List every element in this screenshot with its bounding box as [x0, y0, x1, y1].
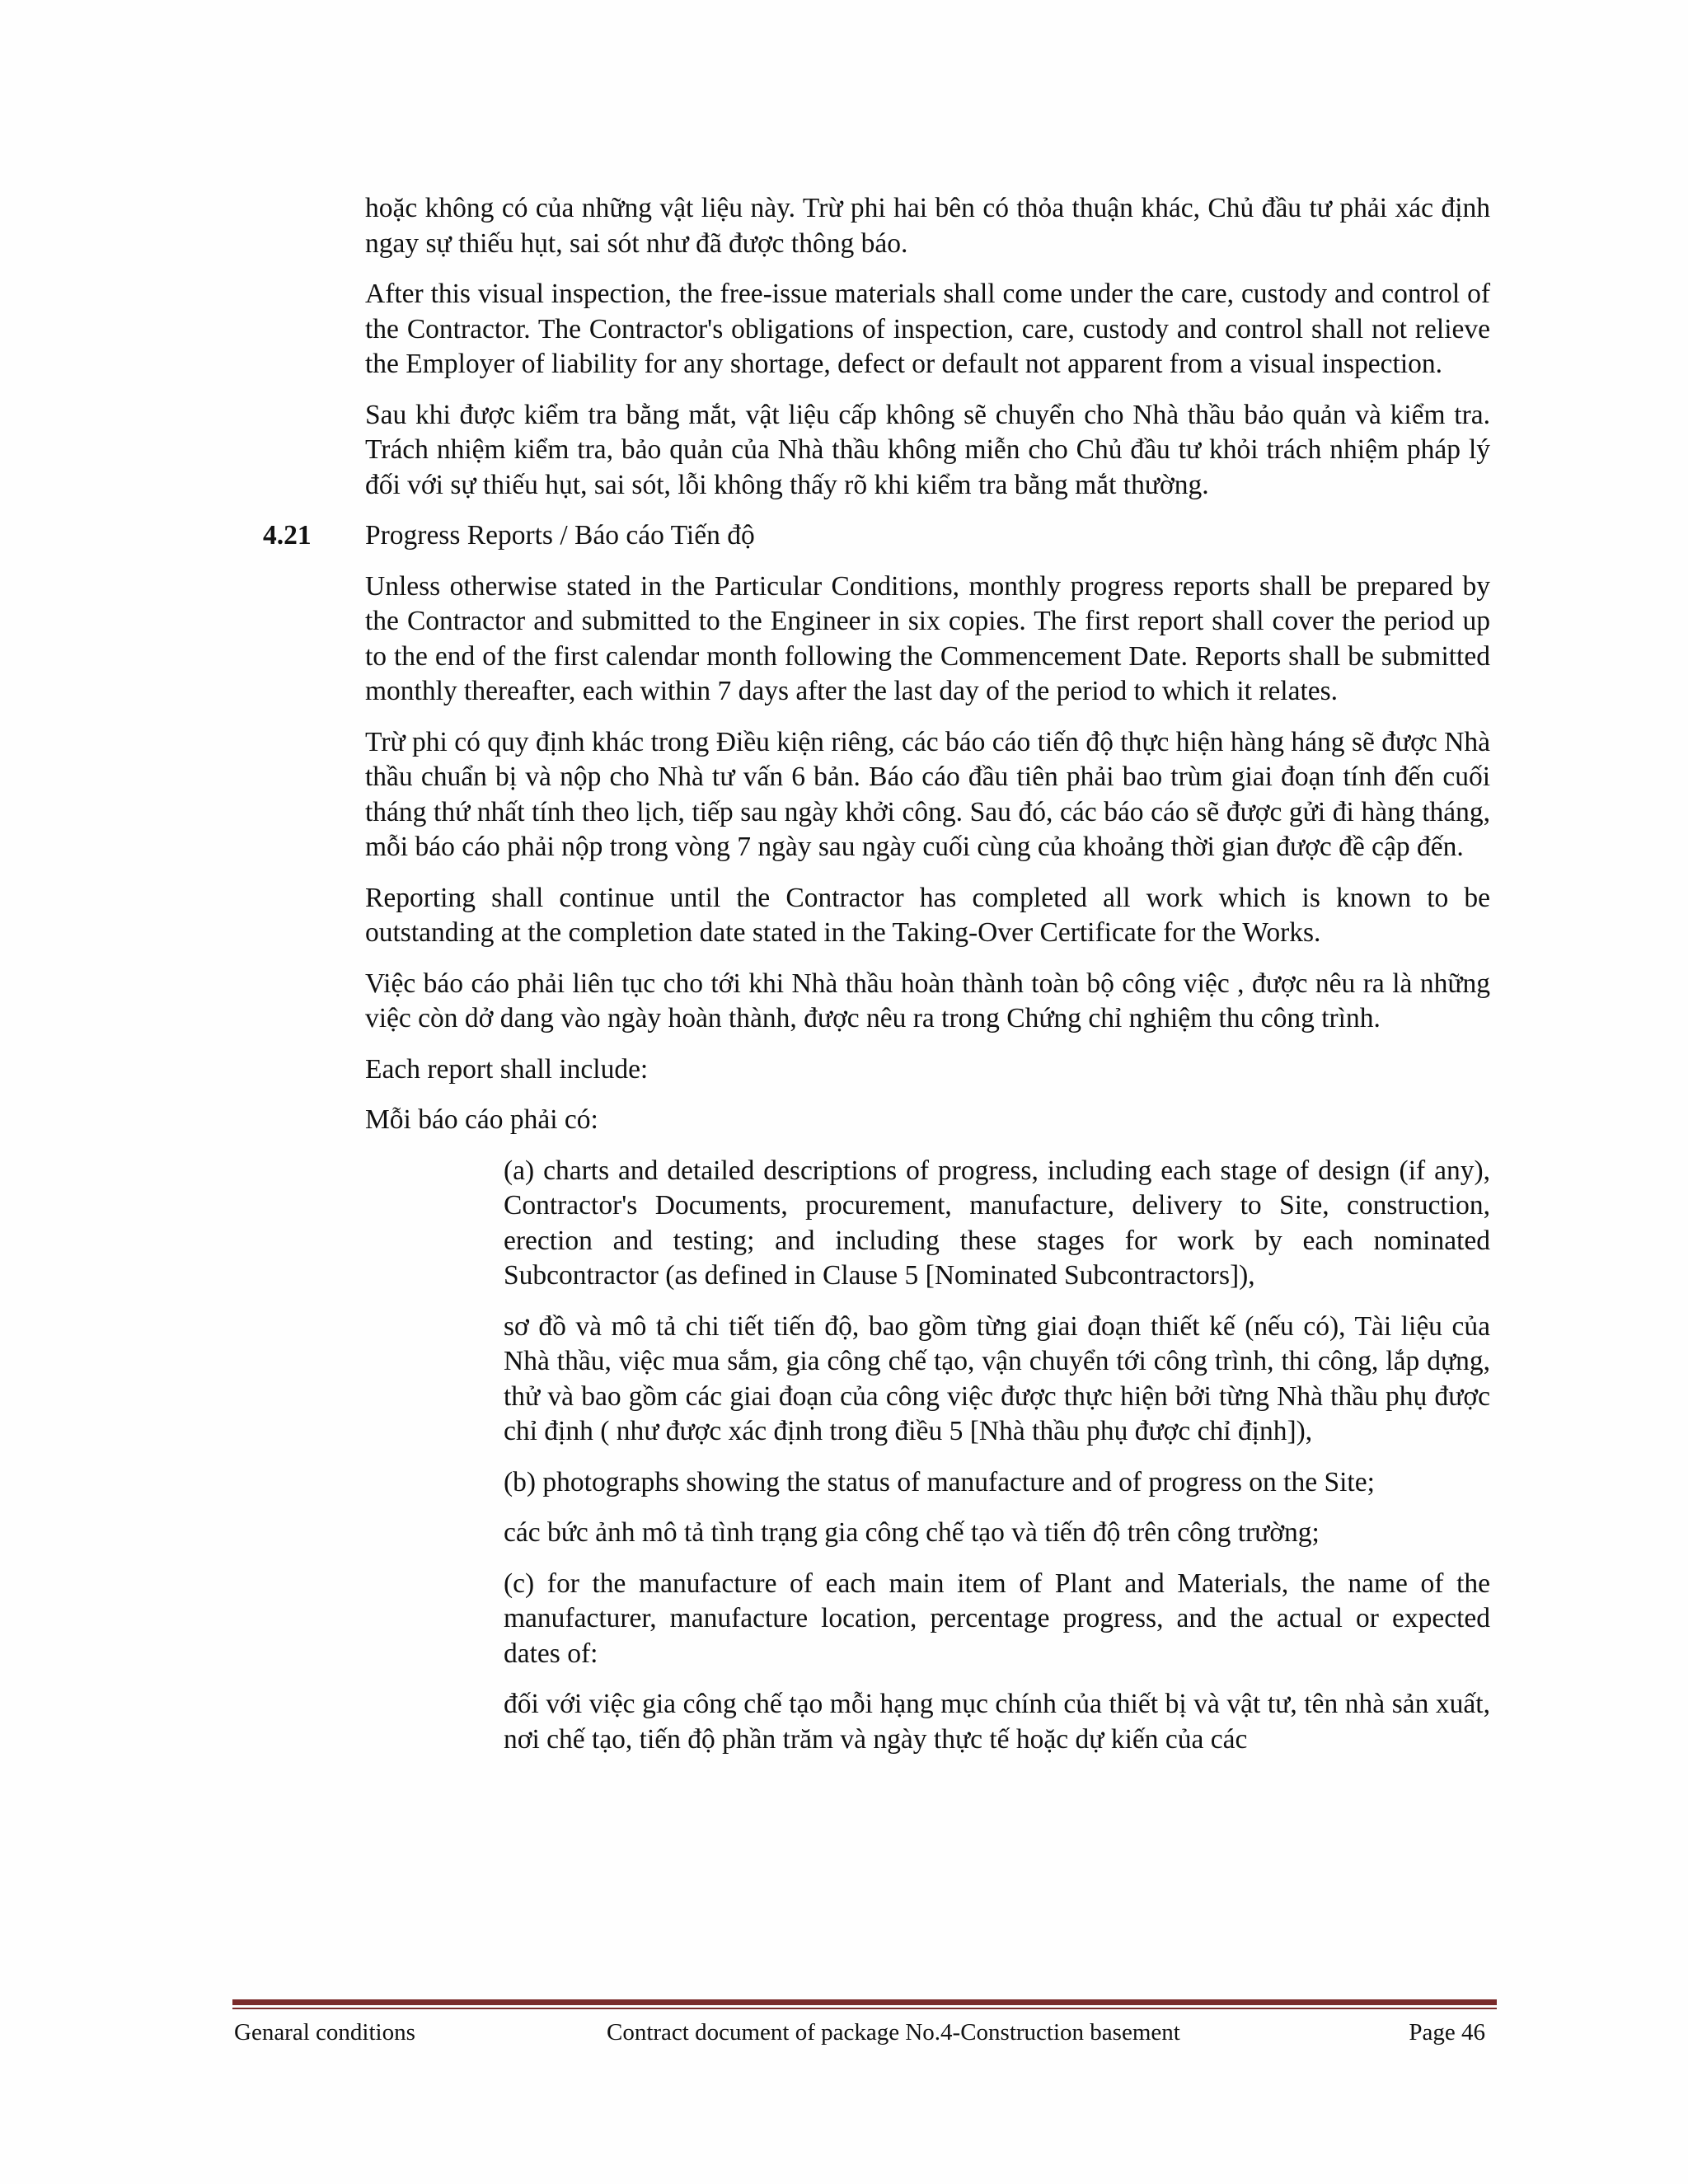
- section-heading: [263, 518, 1490, 554]
- list-item-b-vi: các bức ảnh mô tả tình trạng gia công chế tạo và tiến độ trên công trường;: [504, 1517, 1320, 1548]
- list-item-a-vi: sơ đồ và mô tả chi tiết tiến độ, bao gồm từng giai đoạn thiết kế (nếu có), Tài liệu của Nhà thầu, việc mua sắm, gia công chế tạo, vận chuyển tới công trình, thi công, lắp dựng, thử và bao gồm các giai đoạn của công việc được thực hiện bởi từng Nhà thầu phụ được chỉ định ( như được xác định trong điều 5 [Nhà thầu phụ được chỉ định]),: [504, 1310, 1490, 1446]
- paragraph-report-include-en: Each report shall include:: [365, 1053, 649, 1085]
- paragraph-reporting-continue-vi: Việc báo cáo phải liên tục cho tới khi Nhà thầu hoàn thành toàn bộ công việc , được nêu ra là những việc còn dở dang vào ngày hoàn thành, được nêu ra trong Chứng chỉ nghiệm thu công trình.: [365, 968, 1490, 1033]
- paragraph-inspection-vi: Sau khi được kiểm tra bằng mắt, vật liệu cấp không sẽ chuyển cho Nhà thầu bảo quản và kiểm tra. Trách nhiệm kiểm tra, bảo quản của Nhà thầu không miễn cho Chủ đầu tư khỏi trách nhiệm pháp lý đối với sự thiếu hụt, sai sót, lỗi không thấy rõ khi kiểm tra bằng mắt thường.: [365, 399, 1490, 500]
- footer-divider: [232, 1999, 1497, 2009]
- list-item-b-en: (b) photographs showing the status of manufacture and of progress on the Site;: [504, 1466, 1375, 1497]
- list-item-c-vi: đối với việc gia công chế tạo mỗi hạng mục chính của thiết bị và vật tư, tên nhà sản xuất, nơi chế tạo, tiến độ phần trăm và ngày thực tế hoặc dự kiến của các: [504, 1689, 1490, 1755]
- paragraph-monthly-reports-en: Unless otherwise stated in the Particular Conditions, monthly progress reports shall be prepared by the Contractor and submitted to the Engineer in six copies. The first report shall cover the period up to the end of the first calendar month following the Commencement Date. Reports shall be submitted monthly thereafter, each within 7 days after the last day of the period to which it relates.: [365, 570, 1490, 706]
- section-title: Progress Reports / Báo cáo Tiến độ: [365, 520, 755, 551]
- footer-document-section: Genaral conditions: [234, 2019, 415, 2046]
- section-number: 4.21: [263, 520, 312, 551]
- paragraph-continuation-vi: hoặc không có của những vật liệu này. Trừ phi hai bên có thỏa thuận khác, Chủ đầu tư phải xác định ngay sự thiếu hụt, sai sót như đã được thông báo.: [365, 193, 1490, 259]
- footer-page-number: Page 46: [1409, 2019, 1485, 2046]
- list-item-c-en: (c) for the manufacture of each main item of Plant and Materials, the name of the manufacturer, manufacture location, percentage progress, and the actual or expected dates of:: [504, 1568, 1490, 1669]
- paragraph-inspection-en: After this visual inspection, the free-issue materials shall come under the care, custody and control of the Contractor. The Contractor's obligations of inspection, care, custody and control shall not relieve the Employer of liability for any shortage, defect or default not apparent from a visual inspection.: [365, 279, 1490, 379]
- list-item-a-en: (a) charts and detailed descriptions of progress, including each stage of design (if any), Contractor's Documents, procurement, manufacture, delivery to Site, construction, erection and testing; and including these stages for work by each nominated Subcontractor (as defined in Clause 5 [Nominated Subcontractors]),: [504, 1155, 1490, 1291]
- report-items-list: [504, 1154, 1490, 1758]
- page-content: [263, 191, 1490, 1773]
- paragraph-monthly-reports-vi: Trừ phi có quy định khác trong Điều kiện riêng, các báo cáo tiến độ thực hiện hàng háng sẽ được Nhà thầu chuẩn bị và nộp cho Nhà tư vấn 6 bản. Báo cáo đầu tiên phải bao trùm giai đoạn tính đến cuối tháng thứ nhất tính theo lịch, tiếp sau ngày khởi công. Sau đó, các báo cáo sẽ được gửi đi hàng tháng, mỗi báo cáo phải nộp trong vòng 7 ngày sau ngày cuối cùng của khoảng thời gian được đề cập đến.: [365, 726, 1490, 862]
- footer-document-title: Contract document of package No.4-Construction basement: [607, 2019, 1180, 2046]
- paragraph-reporting-continue-en: Reporting shall continue until the Contractor has completed all work which is known to be outstanding at the completion date stated in the Taking-Over Certificate for the Works.: [365, 882, 1490, 948]
- paragraph-report-include-vi: Mỗi báo cáo phải có:: [365, 1104, 598, 1135]
